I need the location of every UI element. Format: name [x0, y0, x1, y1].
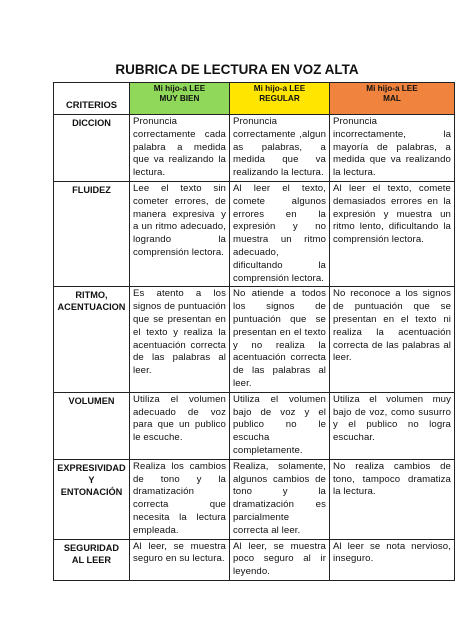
table-row: [54, 539, 455, 580]
regular-header-line1: Mi hijo-a LEE REGULAR: [253, 84, 306, 103]
mal-cell: No reconoce a los signos de puntuación que se presentan en el texto ni realiza la acentuación correcta de las palabras al leer.: [330, 287, 455, 392]
mal-cell: Utiliza el volumen muy bajo de voz, como susurro y el publico no logra escuchar.: [330, 392, 455, 459]
regular-cell: No atiende a todos los signos de puntuación que se presentan en el texto y no realiza la acentuación correcta de las palabras al leer.: [230, 287, 330, 392]
regular-cell: Utiliza el volumen bajo de voz y el publico no le escucha completamente.: [230, 392, 330, 459]
regular-cell: Realiza, solamente, algunos cambios de tono y la dramatización es parcialmente correcta al leer.: [230, 459, 330, 539]
criterio-cell: DICCION: [54, 115, 130, 182]
table-row: [54, 287, 455, 392]
page-title: RUBRICA DE LECTURA EN VOZ ALTA: [115, 62, 359, 77]
mal-header-line2: MAL: [383, 94, 401, 103]
muy-bien-cell: Lee el texto sin cometer errores, de manera expresiva y a un ritmo adecuado, logrando la comprensión lectora.: [130, 181, 230, 286]
regular-cell: Al leer, se muestra poco seguro al ir leyendo.: [230, 539, 330, 580]
table-row: [54, 115, 455, 182]
criterio-cell: FLUIDEZ: [54, 181, 130, 286]
regular-cell: Al leer el texto, comete algunos errores en la expresión y no muestra un ritmo adecuado, dificultando la comprensión lectora.: [230, 181, 330, 286]
mal-header-line1: Mi hijo-a LEE: [366, 84, 418, 93]
table-row: [54, 459, 455, 539]
mal-header: [330, 83, 455, 115]
table-row: [54, 392, 455, 459]
muy-bien-header-line2: MUY BIEN: [159, 94, 200, 103]
criterio-cell: VOLUMEN: [54, 392, 130, 459]
rubric-table: [53, 82, 455, 581]
criterio-cell: EXPRESIVIDAD Y ENTONACIÓN: [54, 459, 130, 539]
criterio-cell: SEGURIDAD AL LEER: [54, 539, 130, 580]
muy-bien-cell: Al leer, se muestra seguro en su lectura.: [130, 539, 230, 580]
table-row: [54, 181, 455, 286]
table-header-row: [54, 83, 455, 115]
mal-cell: Pronuncia incorrectamente, la mayoría de palabras, a medida que va realizando la lectura.: [330, 115, 455, 182]
muy-bien-cell: Realiza los cambios de tono y la dramatización correcta que necesita la lectura empleada.: [130, 459, 230, 539]
mal-cell: No realiza cambios de tono, tampoco dramatiza la lectura.: [330, 459, 455, 539]
criterios-header: CRITERIOS: [54, 83, 130, 115]
muy-bien-cell: Es atento a los signos de puntuación que se presentan en el texto y realiza la acentuación correcta de las palabras al leer.: [130, 287, 230, 392]
mal-cell: Al leer el texto, comete demasiados errores en la expresión y muestra un ritmo lento, dificultando la comprensión lectora.: [330, 181, 455, 286]
criterio-cell: RITMO, ACENTUACION: [54, 287, 130, 392]
mal-cell: Al leer se nota nervioso, inseguro.: [330, 539, 455, 580]
muy-bien-cell: Pronuncia correctamente cada palabra a medida que va realizando la lectura.: [130, 115, 230, 182]
muy-bien-cell: Utiliza el volumen adecuado de voz para que un publico le escuche.: [130, 392, 230, 459]
regular-header: [230, 83, 330, 115]
muy-bien-header: [130, 83, 230, 115]
regular-cell: Pronuncia correctamente ,algun as palabras, a medida que va realizando la lectura.: [230, 115, 330, 182]
muy-bien-header-line1: Mi hijo-a LEE: [153, 84, 206, 93]
